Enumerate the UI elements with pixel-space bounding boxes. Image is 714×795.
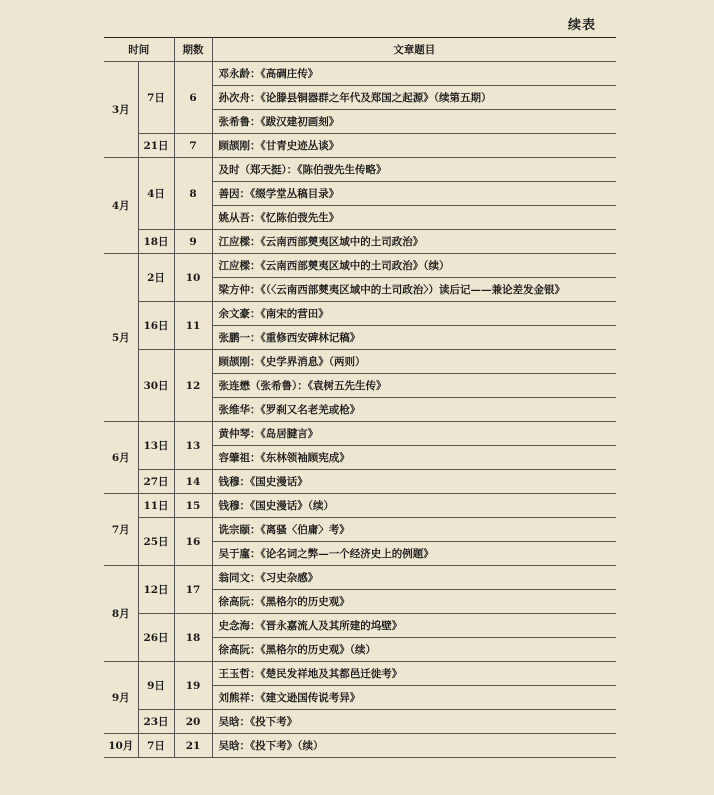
table-row [104, 302, 616, 326]
article-title-cell: 张连懋（张希鲁）：《袁树五先生传》 [212, 374, 616, 398]
issue-cell: 20 [174, 710, 212, 734]
article-title-cell: 及时（郑天挺）：《陈伯弢先生传略》 [212, 158, 616, 182]
article-title-cell: 徐高阮：《黑格尔的历史观》 [212, 590, 616, 614]
article-title-cell: 江应樑：《云南西部僰夷区域中的土司政治》（续） [212, 254, 616, 278]
month-cell: 6月 [104, 422, 138, 494]
table-body [104, 62, 616, 758]
issue-cell: 14 [174, 470, 212, 494]
table-row [104, 566, 616, 590]
article-title-cell: 吴于廑：《论名词之弊—一个经济史上的例题》 [212, 542, 616, 566]
article-title-cell: 钱穆：《国史漫话》（续） [212, 494, 616, 518]
day-cell: 26日 [138, 614, 174, 662]
article-title-cell: 善因：《缀学堂丛稿目录》 [212, 182, 616, 206]
article-title-cell: 孙次舟：《论滕县铜器群之年代及郑国之起源》（续第五期） [212, 86, 616, 110]
article-title-cell: 邓永龄：《高碉庄传》 [212, 62, 616, 86]
table-row [104, 62, 616, 86]
issue-cell: 21 [174, 734, 212, 758]
day-cell: 7日 [138, 734, 174, 758]
table-row [104, 254, 616, 278]
article-title-cell: 钱穆：《国史漫话》 [212, 470, 616, 494]
day-cell: 9日 [138, 662, 174, 710]
table-row [104, 710, 616, 734]
issue-cell: 19 [174, 662, 212, 710]
article-title-cell: 容肇祖：《东林领袖顾宪成》 [212, 446, 616, 470]
table-row [104, 614, 616, 638]
table-row [104, 230, 616, 254]
article-title-cell: 张维华：《罗刹又名老羌或枪》 [212, 398, 616, 422]
day-cell: 7日 [138, 62, 174, 134]
table-caption: 续表 [567, 18, 596, 33]
issue-cell: 12 [174, 350, 212, 422]
day-cell: 4日 [138, 158, 174, 230]
article-title-cell: 王玉哲：《楚民发祥地及其都邑迁徙考》 [212, 662, 616, 686]
article-title-cell: 余文豪：《南宋的营田》 [212, 302, 616, 326]
day-cell: 25日 [138, 518, 174, 566]
issue-cell: 13 [174, 422, 212, 470]
issue-cell: 7 [174, 134, 212, 158]
header-time: 时间 [104, 38, 174, 62]
table-row [104, 662, 616, 686]
header-title: 文章题目 [212, 38, 616, 62]
issue-cell: 10 [174, 254, 212, 302]
month-cell: 5月 [104, 254, 138, 422]
table-row [104, 350, 616, 374]
issue-cell: 11 [174, 302, 212, 350]
table-row [104, 158, 616, 182]
issue-cell: 8 [174, 158, 212, 230]
month-cell: 3月 [104, 62, 138, 158]
day-cell: 18日 [138, 230, 174, 254]
day-cell: 12日 [138, 566, 174, 614]
table-row [104, 470, 616, 494]
issue-cell: 15 [174, 494, 212, 518]
contents-table [104, 37, 616, 758]
table-row [104, 734, 616, 758]
day-cell: 2日 [138, 254, 174, 302]
issue-cell: 17 [174, 566, 212, 614]
article-title-cell: 吴晗：《投下考》（续） [212, 734, 616, 758]
table-row [104, 134, 616, 158]
header-issue: 期数 [174, 38, 212, 62]
article-title-cell: 张鹏一：《重修西安碑林记稿》 [212, 326, 616, 350]
month-cell: 9月 [104, 662, 138, 734]
day-cell: 11日 [138, 494, 174, 518]
article-title-cell: 江应樑：《云南西部僰夷区域中的土司政治》 [212, 230, 616, 254]
table-row [104, 422, 616, 446]
article-title-cell: 姚从吾：《忆陈伯弢先生》 [212, 206, 616, 230]
day-cell: 30日 [138, 350, 174, 422]
article-title-cell: 张希鲁：《跋汉建初画刻》 [212, 110, 616, 134]
table-row [104, 518, 616, 542]
issue-cell: 9 [174, 230, 212, 254]
month-cell: 4月 [104, 158, 138, 254]
month-cell: 7月 [104, 494, 138, 566]
header-row [104, 38, 616, 62]
article-title-cell: 梁方仲：《（〈云南西部僰夷区域中的土司政治〉）读后记——兼论差发金银》 [212, 278, 616, 302]
article-title-cell: 诜宗颐：《离骚〈伯庸〉考》 [212, 518, 616, 542]
issue-cell: 6 [174, 62, 212, 134]
article-title-cell: 史念海：《晋永嘉流人及其所建的坞壁》 [212, 614, 616, 638]
article-title-cell: 翁同文：《习史杂感》 [212, 566, 616, 590]
day-cell: 23日 [138, 710, 174, 734]
day-cell: 21日 [138, 134, 174, 158]
article-title-cell: 徐高阮：《黑格尔的历史观》（续） [212, 638, 616, 662]
month-cell: 8月 [104, 566, 138, 662]
article-title-cell: 吴晗：《投下考》 [212, 710, 616, 734]
day-cell: 13日 [138, 422, 174, 470]
issue-cell: 18 [174, 614, 212, 662]
day-cell: 16日 [138, 302, 174, 350]
month-cell: 10月 [104, 734, 138, 758]
article-title-cell: 黄仲琴：《岛居腱言》 [212, 422, 616, 446]
issue-cell: 16 [174, 518, 212, 566]
table-row [104, 494, 616, 518]
article-title-cell: 刘熊祥：《建文逊国传说考异》 [212, 686, 616, 710]
article-title-cell: 顾颉刚：《甘青史迹丛谈》 [212, 134, 616, 158]
article-title-cell: 顾颉刚：《史学界消息》（两则） [212, 350, 616, 374]
day-cell: 27日 [138, 470, 174, 494]
